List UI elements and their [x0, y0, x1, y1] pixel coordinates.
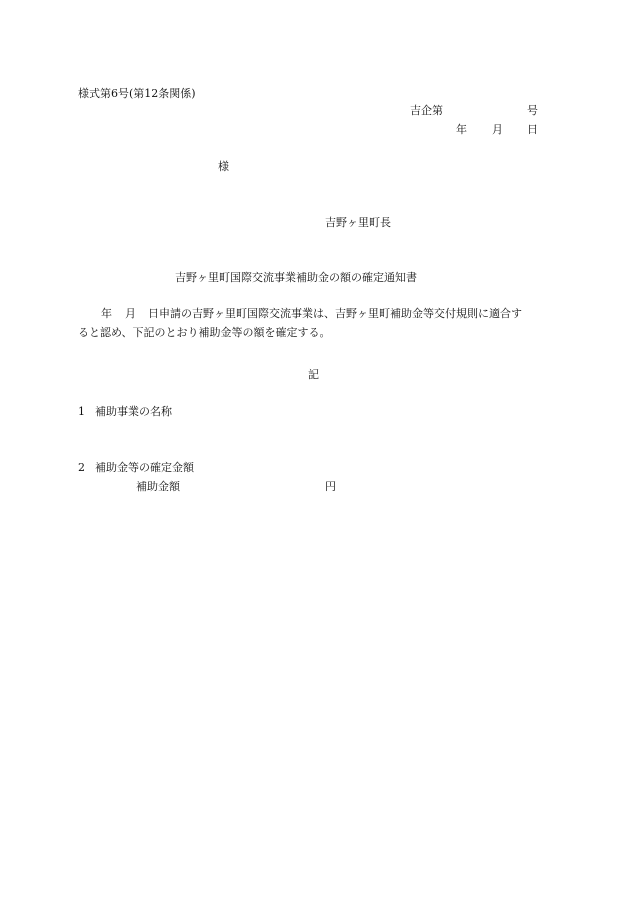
- document-title: 吉野ヶ里町国際交流事業補助金の額の確定通知書: [175, 271, 417, 284]
- doc-number-suffix: 号: [527, 104, 538, 117]
- form-label: 様式第6号(第12条関係): [78, 87, 196, 100]
- doc-number-prefix: 吉企第: [410, 104, 443, 117]
- item-2-label: 補助金等の確定金額: [95, 461, 194, 474]
- body-line-2: ると認め、下記のとおり補助金等の額を確定する。: [78, 326, 331, 339]
- date-year: 年: [456, 123, 467, 136]
- item-2-number: 2: [78, 461, 85, 474]
- issuer-name: 吉野ヶ里町長: [325, 216, 391, 229]
- body-month: 月: [125, 307, 136, 320]
- item-1-label: 補助事業の名称: [95, 405, 172, 418]
- amount-label: 補助金額: [136, 480, 180, 493]
- date-month: 月: [492, 123, 503, 136]
- ki-heading: 記: [308, 368, 319, 381]
- body-year: 年: [101, 307, 112, 320]
- date-day: 日: [527, 123, 538, 136]
- body-line-1: 日申請の吉野ヶ里町国際交流事業は、吉野ヶ里町補助金等交付規則に適合す: [148, 307, 522, 320]
- addressee-suffix: 様: [218, 160, 229, 173]
- item-1-number: 1: [78, 405, 85, 418]
- amount-unit: 円: [325, 480, 336, 493]
